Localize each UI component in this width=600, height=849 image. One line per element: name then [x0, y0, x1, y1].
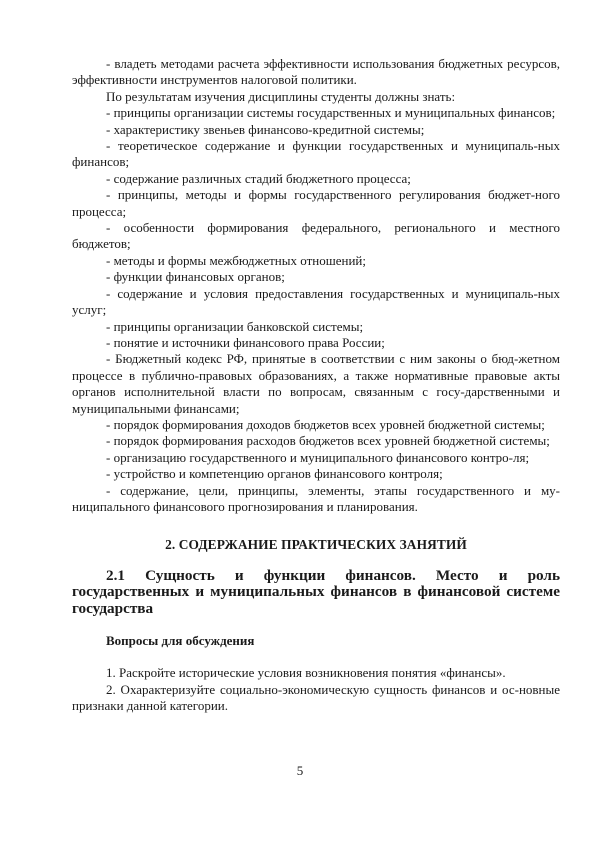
subsection-title: 2.1 Сущность и функции финансов. Место и роль государственных и муниципальных финансов в финансовой системе государства	[72, 566, 560, 617]
list-item: - порядок формирования доходов бюджетов всех уровней бюджетной системы;	[106, 416, 545, 432]
list-item: - содержание различных стадий бюджетного процесса;	[106, 170, 411, 186]
page-number: 5	[296, 763, 304, 778]
list-item: - функции финансовых органов;	[106, 269, 285, 285]
list-item: - содержание, цели, принципы, элементы, этапы государственного и му-ниципального финансового прогнозирования и планирования.	[72, 482, 560, 514]
list-item: - Бюджетный кодекс РФ, принятые в соответствии с ним законы о бюд-жетном процессе в публично-правовых образованиях, а также нормативные правовые акты органов исполнительной власти по вопросам, связанным с госу-дарственными и муниципальными финансами;	[72, 351, 560, 416]
list-item: - принципы организации банковской системы;	[106, 318, 364, 334]
questions-title: Вопросы для обсуждения	[106, 633, 255, 648]
list-item: - понятие и источники финансового права России;	[106, 334, 385, 350]
list-item: - принципы, методы и формы государственного регулирования бюджет-ного процесса;	[72, 187, 560, 219]
list-item: - принципы организации системы государственных и муниципальных финансов;	[106, 105, 556, 121]
list-item: - теоретическое содержание и функции государственных и муниципаль-ных финансов;	[72, 138, 560, 170]
questions-list	[72, 665, 560, 714]
list-item: - характеристику звеньев финансово-кредитной системы;	[106, 121, 425, 137]
list-item: - порядок формирования расходов бюджетов всех уровней бюджетной системы;	[106, 433, 550, 449]
list-item: - устройство и компетенцию органов финансового контроля;	[106, 466, 443, 482]
document-page	[72, 56, 560, 715]
question-item: 1. Раскройте исторические условия возникновения понятия «финансы».	[106, 665, 506, 681]
list-item: - содержание и условия предоставления государственных и муниципаль-ных услуг;	[72, 285, 560, 318]
section-title: 2. СОДЕРЖАНИЕ ПРАКТИЧЕСКИХ ЗАНЯТИЙ	[165, 537, 467, 553]
list-item: - методы и формы межбюджетных отношений;	[106, 252, 366, 268]
list-item: - особенности формирования федерального, регионального и местного бюджетов;	[72, 220, 560, 252]
know-list	[72, 105, 560, 515]
list-item: - организацию государственного и муниципального финансового контро-ля;	[106, 449, 530, 465]
question-item: 2. Охарактеризуйте социально-экономическую сущность финансов и ос-новные признаки данной категории.	[72, 681, 560, 714]
know-heading: По результатам изучения дисциплины студенты должны знать:	[106, 88, 456, 104]
competency-item: - владеть методами расчета эффективности использования бюджетных ресурсов, эффективности инструментов налоговой политики.	[72, 56, 560, 88]
